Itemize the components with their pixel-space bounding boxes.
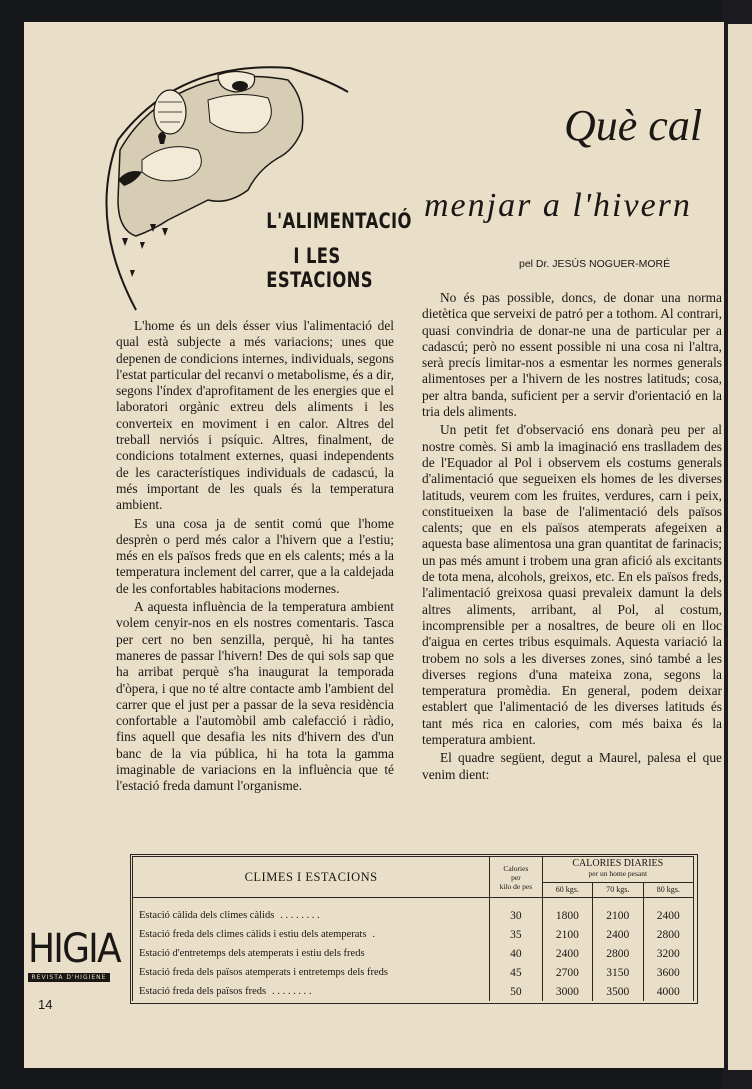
- table-row: [133, 944, 694, 963]
- row-80kg: 3200: [643, 944, 693, 963]
- table-row: [133, 963, 694, 982]
- paragraph: A aquesta influència de la temperatura ambient volem cenyir-nos en els nostres comentaris. Tasca per cert no ben senzilla, perquè, hi ha tantes maneres de passar l'hivern! Des de qui sols sap que ha arribat perquè s'ha inaugurat la temporada d'òpera, i que no té altre contacte amb l'ambient del carrer que el just per a passar de la seva residència confortable a l'automòbil amb calefacció i ràdio, fins aquell que desafia les nits d'hivern des d'un banc de la via pública, hi ha tota la gamma imaginable de variacions en la influència que té l'estació freda damunt l'organisme.: [116, 599, 394, 794]
- row-leader-dots: . . . . . . . .: [272, 986, 312, 997]
- row-70kg: 3150: [593, 963, 643, 982]
- row-60kg: 1800: [542, 898, 592, 926]
- magazine-page: [24, 22, 724, 1068]
- row-label-text: Estació càlida dels climes càlids: [139, 910, 275, 921]
- row-label-text: Estació d'entretemps dels atemperats i estiu dels freds: [139, 948, 365, 959]
- row-label: [133, 963, 490, 982]
- article-title-line1: Què cal: [564, 101, 703, 150]
- calories-table: [132, 856, 694, 1001]
- row-60kg: 2100: [542, 925, 592, 944]
- header-climates: CLIMES I ESTACIONS: [133, 857, 490, 898]
- row-per-kg: 40: [490, 944, 542, 963]
- header-daily-title: CALORIES DIARIES: [572, 858, 664, 870]
- row-label: [133, 925, 490, 944]
- row-60kg: 2700: [542, 963, 592, 982]
- header-daily-sub: per un home pesant: [588, 869, 648, 879]
- article-title-line2: menjar a l'hivern: [424, 187, 692, 224]
- header-weight: 70 kgs.: [593, 882, 643, 897]
- row-60kg: 3000: [542, 982, 592, 1001]
- right-text-column: [422, 290, 722, 783]
- header-cal-line: kilo de pes: [499, 881, 533, 891]
- row-per-kg: 50: [490, 982, 542, 1001]
- row-70kg: 2100: [593, 898, 643, 926]
- row-70kg: 2400: [593, 925, 643, 944]
- row-label-text: Estació freda dels països atemperats i entretemps dels freds: [139, 967, 388, 978]
- page-number: 14: [38, 997, 53, 1012]
- row-70kg: 3500: [593, 982, 643, 1001]
- row-label: [133, 898, 490, 926]
- header-daily: [542, 857, 693, 883]
- table-row: [133, 925, 694, 944]
- row-70kg: 2800: [593, 944, 643, 963]
- byline-author: JESÚS NOGUER-MORÉ: [552, 258, 671, 270]
- row-label-text: Estació freda dels climes càlids i estiu dels atemperats: [139, 929, 367, 940]
- table-row: [133, 982, 694, 1001]
- row-80kg: 3600: [643, 963, 693, 982]
- header-cal-line: Calories: [503, 863, 529, 873]
- byline: [519, 258, 670, 270]
- row-per-kg: 35: [490, 925, 542, 944]
- logo-subtitle: REVISTA D'HIGIENE: [28, 973, 110, 982]
- row-per-kg: 45: [490, 963, 542, 982]
- paragraph: Un petit fet d'observació ens donarà peu per al nostre comès. Si amb la imaginació ens traslladem des de l'Equador al Pol i observem els costums generals d'alimentació que segueixen els homes de les diverses latituds, veurem com les fruites, verdures, carn i peix, constitueixen la base de l'alimentació dels països calents; que en els països atemperats afegeixen a aquesta base alimentosa una gran quantitat de farinacis; un pas més amunt i trobem una gran afició als excitants de tota mena, alcohols, greixos, etc. En els països freds, l'alimentació greixosa quasi prevaleix damunt la dels altres aliments, arribant, al Pol, al costum, incomprensible per a nosaltres, de beure oli en lloc d'aigua en certes tribus esquimals. Aquesta variació la trobem no sols a les diverses zones, sinó també a les diverses regions d'una mateixa zona, segons la temperatura promèdia. En general, podem deixar establert que l'alimentació de les diverses latituds és tant més rica en calories, com més baixa és la temperatura ambient.: [422, 422, 722, 748]
- adjacent-page-edge: [728, 24, 752, 1070]
- row-leader-dots: . . . . . . . .: [280, 910, 320, 921]
- paragraph: Es una cosa ja de sentit comú que l'home desprèn o perd més calor a l'hivern que a l'estiu; més en els països freds que en els calents; més a la temperatura inclement del carrer, que a la caldejada de les confortables habitacions modernes.: [116, 515, 394, 596]
- header-weight: 60 kgs.: [542, 882, 592, 897]
- paragraph: No és pas possible, doncs, de donar una norma dietètica que serveixi de patró per a tothom. Al contrari, quasi convindria de donar-ne una de particular per a cadascú; però no essent possible ni una cosa ni l'altra, serà precís limitar-nos a esmentar les normes generals alimentoses per a l'hivern de les nostres latituds; cosa, per altra banda, suficient per a servir d'orientació en la tria dels aliments.: [422, 290, 722, 420]
- paragraph: El quadre següent, degut a Maurel, palesa el que venim dient:: [422, 750, 722, 782]
- byline-prefix: pel Dr.: [519, 258, 550, 270]
- row-leader-dots: .: [372, 929, 376, 940]
- row-label-text: Estació freda dels països freds: [139, 986, 267, 997]
- row-60kg: 2400: [542, 944, 592, 963]
- header-weight: 80 kgs.: [643, 882, 693, 897]
- table-body: [133, 898, 694, 1002]
- section-heading-line1: L'ALIMENTACIÓ: [266, 209, 412, 233]
- table-row: [133, 898, 694, 926]
- left-text-column: [116, 318, 394, 795]
- row-per-kg: 30: [490, 898, 542, 926]
- row-label: [133, 982, 490, 1001]
- logo-wordmark: HIGIA: [28, 926, 120, 972]
- paragraph: L'home és un dels ésser vius l'alimentació del qual està subjecte a més variacions; unes que depenen de condicions internes, individuals, segons l'estat particular del recanvi o metabolisme, és a dir, segons l'índex d'aprofitament de les energies que el laboratori orgànic extreu dels aliments i les converteix en moviment i en calor. Altres del treball nerviós i psíquic. Altres, finalment, de condicions totalment externes, quasi independents de les característiques individuals de cadascú, la més important de les quals és la temperatura ambient.: [116, 318, 394, 513]
- row-80kg: 4000: [643, 982, 693, 1001]
- section-heading-line2: I LES ESTACIONS: [266, 244, 373, 292]
- row-80kg: 2400: [643, 898, 693, 926]
- higia-logo: [28, 926, 120, 989]
- header-cal-line: per: [511, 872, 521, 882]
- row-label: [133, 944, 490, 963]
- header-cal-per-kg: [490, 857, 542, 898]
- row-80kg: 2800: [643, 925, 693, 944]
